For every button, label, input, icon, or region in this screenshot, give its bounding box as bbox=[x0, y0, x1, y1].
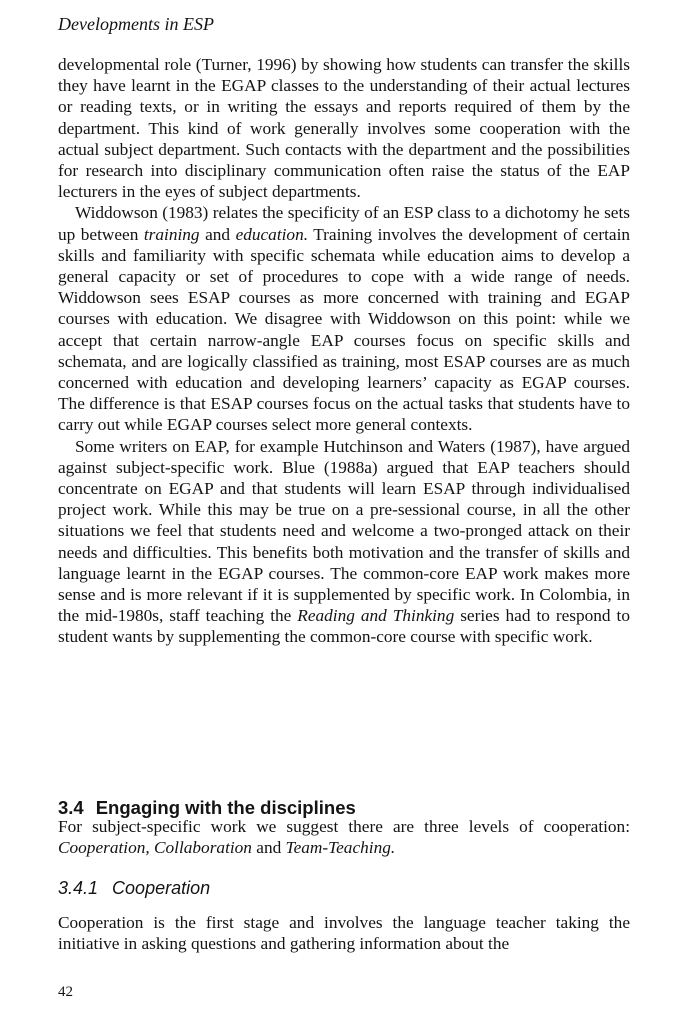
paragraph bbox=[58, 912, 630, 954]
text-run: and bbox=[199, 224, 236, 244]
section-number: 3.4 bbox=[58, 797, 84, 818]
paragraph bbox=[58, 436, 630, 648]
paragraph bbox=[58, 816, 630, 858]
text-run: Training involves the development of certain skills and familiarity with specific schemata while education aims to develop a general capacity or set of procedures to cope with a wide range of needs. Widdowson sees ESAP courses as more concerned with training and EGAP courses with education. We disagree with Widdowson on this point: while we accept that certain narrow-angle EAP courses focus on specific skills and schemata, and are logically classified as training, most ESAP courses are as much concerned with education and developing learners’ capacity as EGAP courses. The difference is that ESAP courses focus on the actual tasks that students have to carry out while EGAP courses select more general contexts. bbox=[58, 224, 631, 435]
text-run: Some writers on EAP, for example Hutchinson and Waters (1987), have argued against subject-specific work. Blue (1988a) argued that EAP teachers should concentrate on EGAP and that students will learn ESAP through individualised project work. While this may be true on a pre-sessional course, in all the other situations we feel that students need and welcome a two-pronged attack on their needs and difficulties. This benefits both motivation and the transfer of skills and language learnt in the EGAP courses. The common-core EAP work makes more sense and is more relevant if it is supplemented by specific work. In Colombia, in the mid-1980s, staff teaching the bbox=[58, 436, 630, 626]
text-run: Cooperation is the first stage and involves the language teacher taking the initiative in asking questions and gathering information about the bbox=[58, 913, 630, 954]
text-run: series had to respond to student wants by supplementing the common-core course with specific work. bbox=[58, 606, 630, 647]
text-run: Widdowson (1983) relates the specificity of an ESP class to a dichotomy he sets up between bbox=[58, 203, 630, 244]
italic-run: education. bbox=[235, 224, 309, 244]
section-body-3-4 bbox=[58, 816, 630, 858]
paragraph bbox=[58, 202, 630, 435]
text-run: developmental role (Turner, 1996) by showing how students can transfer the skills they have learnt in the EGAP classes to the understanding of their actual lectures or reading texts, or in writing the essays and reports required of them by the department. This kind of work generally involves some cooperation with the actual subject department. Such contacts with the department and the possibilities for research into disciplinary communication often raise the status of the EAP lecturers in the eyes of subject departments. bbox=[58, 55, 630, 202]
section-body-intro bbox=[58, 54, 630, 648]
page-number: 42 bbox=[58, 984, 73, 1000]
text-run: For subject-specific work we suggest there are three levels of cooperation: bbox=[58, 817, 630, 836]
subsection-title: Cooperation bbox=[112, 878, 211, 898]
italic-run: training bbox=[143, 224, 200, 244]
italic-run: Team-Teaching. bbox=[285, 838, 396, 858]
section-title: Engaging with the disciplines bbox=[95, 797, 356, 818]
paragraph bbox=[58, 54, 630, 202]
text-run: and bbox=[251, 838, 286, 858]
running-head: Developments in ESP bbox=[58, 14, 214, 34]
italic-run: Reading and Thinking bbox=[297, 606, 455, 626]
italic-run: Cooperation, Collaboration bbox=[58, 838, 252, 858]
section-body-3-4-1 bbox=[58, 912, 630, 954]
subsection-number: 3.4.1 bbox=[58, 878, 99, 898]
subsection-heading-3-4-1 bbox=[58, 876, 210, 900]
